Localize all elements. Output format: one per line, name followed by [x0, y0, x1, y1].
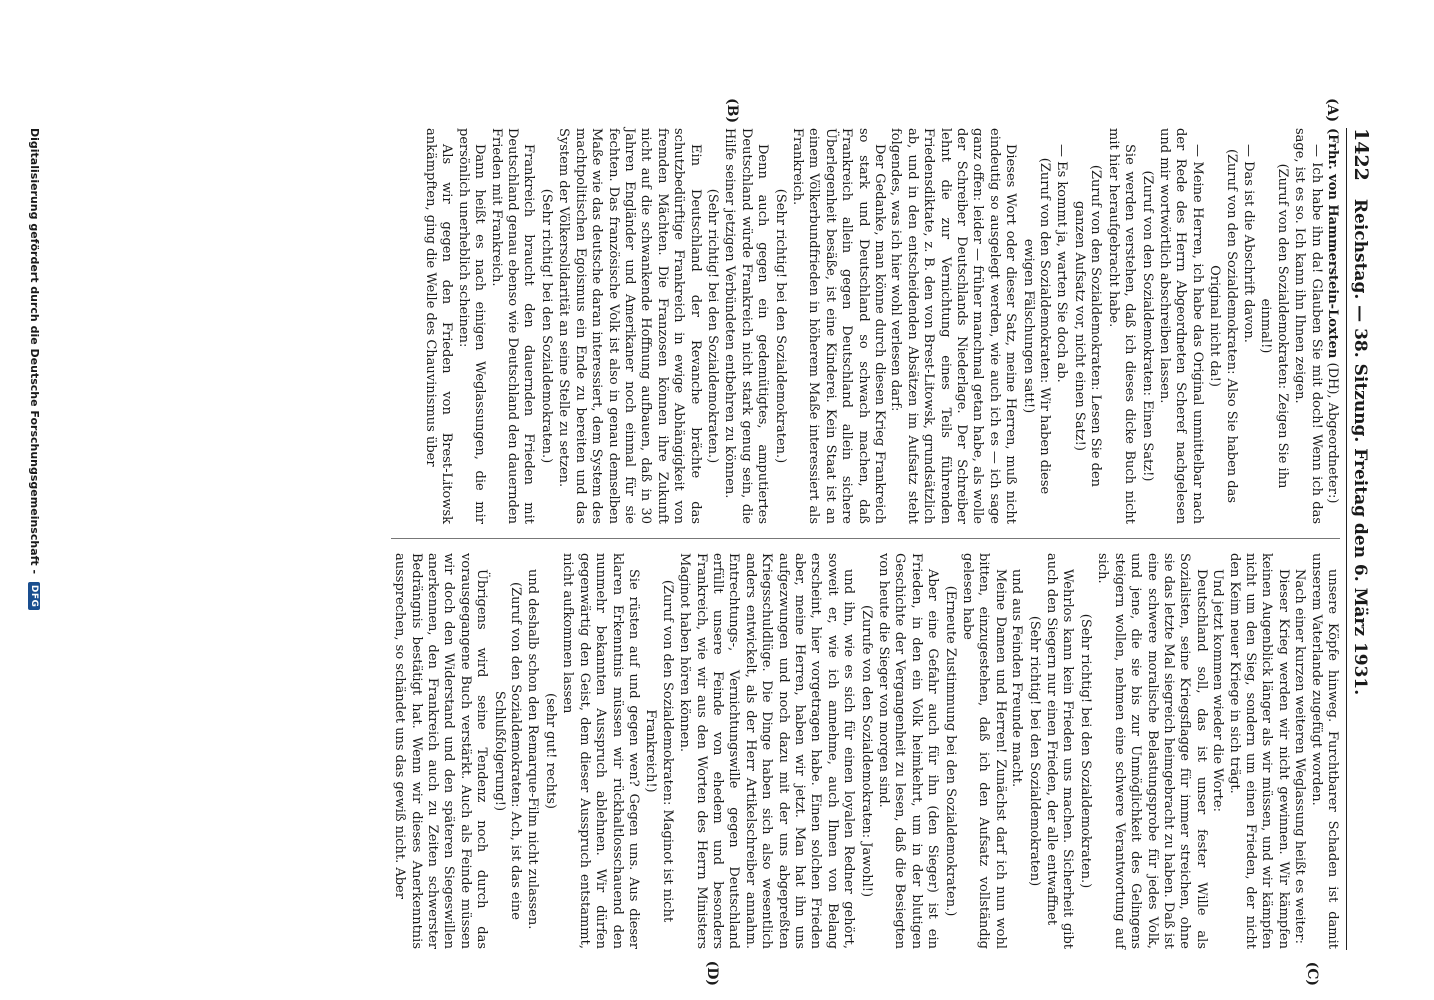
footer-text: Digitalisierung gefördert durch die Deutsche Forschungsgemeinschaft -: [28, 128, 41, 575]
paragraph-text: und deshalb schon den Remarque-Film nicht zulassen.: [525, 569, 541, 930]
paragraph: [1291, 128, 1324, 524]
paragraph-text: (Sehr richtig! bei den Sozialdemokraten.): [538, 188, 554, 464]
paragraph-text: (Sehr richtig! bei den Sozialdemokraten.): [704, 188, 720, 464]
paragraph-text: (Sehr richtig! bei den Sozialdemokraten.): [1077, 613, 1093, 889]
paragraph-text: und ihn, wie es sich für einen loyalen Redner gehört, soweit er, wie ich annehme, auch Ihnen von Belang erscheint, hier vorgetragen habe. Einen solchen Frieden aber, meine Herren, haben wir jetzt. Man hat ihn uns aufgezwungen und noch dazu mit der uns abgepreßten Kriegsschuldlüge. Die Dinge haben sich also wesentlich anders entwickelt, als der Herr Artikelschreiber annahm. Entrechtungs-, Vernichtungswille gegen Deutschland erfüllt unsere Feinde von ehedem und besonders Frankreich, wie wir aus den Worten des Herrn Ministers Maginot haben hören können.: [677, 553, 857, 949]
text-columns: [391, 98, 1340, 986]
paragraph-text: (Sehr richtig! bei den Sozialdemokraten.): [772, 188, 788, 464]
paragraph: [1053, 128, 1069, 524]
paragraph: [555, 128, 703, 524]
left-column: [391, 128, 1340, 524]
stage-direction: [1206, 128, 1239, 524]
paragraph: [887, 128, 1018, 524]
paragraph-text: (Zuruf von den Sozialdemokraten: Maginot ist nicht Frankreich!): [643, 579, 675, 923]
paragraph-text: Dieses Wort oder dieser Satz, meine Herren, muß nicht eindeutig so ausgelegt werden, wie auch ich es — ich sage ganz offen: leider — früher manchmal getan habe, als wolle der Schreiber Deutschlands Niederlage. Der Schreiber lehnt die zur Vernichtung eines Teils führenden Friedensdiktate, z. B. den von Brest-Litowsk, grundsätzlich ab, und in den entscheidenden Absätzen im Aufsatz steht folgendes, was ich hier wohl verlesen darf:: [888, 128, 1019, 524]
right-column: [391, 553, 1340, 949]
paragraph-text: (Zuruf von den Sozialdemokraten: Einen Satz!): [1139, 170, 1155, 482]
stage-direction: [642, 553, 675, 949]
stage-direction: [1077, 553, 1093, 949]
margin-marker-a: (A): [1324, 98, 1340, 123]
paragraph-text: Sie werden verstehen, daß ich dieses dicke Buch nicht mit hier heraufgebracht habe.: [1105, 128, 1138, 524]
stage-direction: [704, 128, 720, 524]
paragraph-text: Deutschland soll, das ist unser fester Wille als Sozialisten, seine Kriegsflagge für immer streichen, ohne sie das letzte Mal siegreich heimgebracht zu haben. Daß ist eine schwere moralische Belastungsprobe für jedes Volk, und jene, die sie bis zur Unmöglichkeit des Gelingens steigern wollen, nehmen eine schwere Verantwortung auf sich.: [1095, 553, 1209, 949]
paragraph-text: (Sehr richtig! bei den Sozialdemokraten): [1026, 615, 1042, 887]
speaker-name: (Frhr. von Hammerstein-Loxten: [1325, 128, 1340, 359]
paragraph: [959, 553, 1008, 949]
paragraph-text: — Ich habe ihn da! Glauben Sie mit doch! Wenn ich das sage, ist es so. Ich kann ihn Ihnen zeigen.: [1292, 128, 1324, 524]
paragraph: [875, 553, 941, 949]
paragraph: [1209, 553, 1225, 949]
paragraph-text: Der Gedanke, man könne durch diesen Krieg Frankreich so stark und Deutschland so schwach machen, daß Frankreich allein gegen Deutschland allein sichere Überlegenheit besäße, ist eine Kinderei. Kein Staat ist an einem Völkerbundfrieden in höherem Maße interessiert als Frankreich.: [790, 128, 888, 524]
stage-direction: [1019, 128, 1052, 524]
paragraph: [1008, 553, 1024, 949]
paragraph: [1307, 553, 1340, 949]
paragraph: [789, 128, 887, 524]
paragraph-text: Dann heißt es nach einigen Weglassungen, die mir persönlich unerheblich scheinen:: [455, 128, 488, 524]
paragraph-text: (Erneute Zustimmung bei den Sozialdemokraten.): [942, 585, 958, 917]
paragraph: [1225, 553, 1291, 949]
paragraph: [487, 128, 536, 524]
paragraph-text: Und jetzt kommen wieder die Worte:: [1210, 569, 1226, 812]
paragraph: [422, 128, 455, 524]
stage-direction: [1257, 128, 1290, 524]
paragraph-text: — Das ist die Abschrift davon.: [1240, 144, 1256, 343]
paragraph: [524, 553, 540, 949]
stage-direction: [1071, 128, 1104, 524]
paragraph-text: Aber eine Gefahr auch für ihn (den Sieger) ist ein Frieden, in den ein Volk heimkehrt, um in der blutigen Geschichte der Vergangenheit zu lesen, daß die Besiegten von heute die Sieger von morgen sind.: [876, 553, 941, 949]
paragraph-text: Ein Deutschland der Revanche brächte das schutzbedürftige Frankreich in ewige Abhängigkeit von fremden Mächten. Die Franzosen können ihre Zukunft nicht auf die schwankende Hoffnung aufbauen, daß in 30 Jahren Engländer und Amerikaner noch einmal für sie fechten. Das französische Volk ist also in genau demselben Maße wie das deutsche daran interessiert, dem System des machtpolitischen Egoismus ein Ende zu bereiten und das System der Völkersolidarität an seine Stelle zu setzen.: [556, 128, 703, 524]
paragraph-text: Frankreich braucht den dauernden Frieden mit Deutschland genau ebenso wie Deutschland den dauernden Frieden mit Frankreich.: [488, 128, 537, 524]
margin-marker-b: (B): [724, 98, 740, 124]
page-number: 1422: [1350, 128, 1372, 181]
paragraph-text: — Meine Herren, ich habe das Original unmittelbar nach der Rede des Herrn Abgeordneten Scheref nachgelesen und mir wortwörtlich abschreiben lassen.: [1156, 128, 1205, 524]
column-divider: [391, 538, 1340, 539]
paragraph-text: Nach einer kurzen weiteren Weglassung heißt es weiter:: [1292, 569, 1308, 945]
stage-direction: [538, 128, 554, 524]
paragraph-text: (Zuruf von den Sozialdemokraten: Ach, ist das eine Schlußfolgerung!): [491, 582, 524, 920]
page-title: Reichstag. — 38. Sitzung. Freitag den 6. März 1931.: [1350, 198, 1370, 696]
stage-direction: [1025, 553, 1041, 949]
dfg-logo-icon: DFG: [28, 582, 40, 611]
digitization-footer: [28, 128, 41, 610]
margin-marker-c: (C): [1304, 961, 1320, 986]
margin-marker-d: (D): [704, 960, 720, 986]
paragraph: [676, 553, 856, 949]
paragraph-text: Denn auch gegen ein gedemütigtes, amputiertes Deutschland würde Frankreich nicht stark genug sein, die Hilfe seiner jetzigen Verbündeten entbehren zu können.: [722, 128, 771, 524]
paragraph: [1291, 553, 1307, 949]
paragraph: [391, 553, 489, 949]
paragraph: [559, 553, 641, 949]
paragraph-text: Dieser Krieg werden wir nicht gewinnen. Wir kämpfen keinen Augenblick länger als wir müssen, und wir kämpfen nicht um den Sieg, sondern um einen Frieden, der nicht den Keim neuer Kriege in sich trägt.: [1226, 553, 1291, 949]
paragraph-text: unsere Köpfe hinweg. Furchtbarer Schaden ist damit unserem Vaterlande zugefügt worden.: [1308, 553, 1340, 949]
stage-direction: [857, 553, 873, 949]
paragraph-text: (DH), Abgeordneter:): [1325, 358, 1340, 504]
paragraph-text: — Es kommt ja, warten Sie doch ab.: [1054, 144, 1070, 383]
paragraph-text: und aus Feinden Freunde macht.: [1009, 569, 1025, 788]
stage-direction: [490, 553, 523, 949]
stage-direction: [1138, 128, 1154, 524]
paragraph: [1043, 553, 1076, 949]
paragraph-text: Wehrlos kann kein Frieden uns machen. Sicherheit gibt auch den Siegern nur einen Frieden, der alle entwaffnet: [1044, 553, 1076, 949]
paragraph: [1094, 553, 1209, 949]
paragraph-text: (Zuruf von den Sozialdemokraten: Lesen Sie den ganzen Aufsatz vor, nicht einen Satz!): [1071, 164, 1104, 488]
paragraph-text: (Zuruf von den Sozialdemokraten: Zeigen Sie ihn einmal!): [1258, 163, 1290, 489]
paragraph-text: (Zuruf von den Sozialdemokraten: Also Sie haben das Original nicht da!): [1207, 148, 1239, 504]
stage-direction: [771, 128, 787, 524]
paragraph-text: Sie rüsten auf und gegen wen? Gegen uns. Aus dieser klaren Erkenntnis müssen wir rückhaltlosschauend den nunmehr bekannten Ausspruch ablehnen. Wir dürfen gegenwärtig den Geist, dem dieser Ausspruch entstammt, nicht aufkommen lassen: [560, 553, 641, 949]
paragraph: [1324, 128, 1340, 524]
stage-direction: [542, 553, 558, 949]
paragraph: [721, 128, 770, 524]
paragraph-text: Als wir gegen den Frieden von Brest-Litowsk ankämpften, ging die Welle des Chauvinismus über: [423, 128, 455, 524]
stage-direction: [941, 553, 957, 949]
paragraph: [1104, 128, 1137, 524]
paragraph: [1240, 128, 1256, 524]
paragraph-text: (Zuruf von den Sozialdemokraten: Wir haben diese ewigen Fälschungen satt!): [1020, 157, 1053, 495]
paragraph: [1156, 128, 1205, 524]
running-header: [1346, 128, 1372, 950]
paragraph-text: Meine Damen und Herren! Zunächst darf ich nun wohl bitten, einzugestehen, daß ich den Aufsatz vollständig gelesen habe: [960, 553, 1008, 949]
paragraph-text: (Zurufe von den Sozialdemokraten: Jawohl!): [858, 604, 874, 898]
paragraph-text: Übrigens wird seine Tendenz noch durch das vorausgegangene Buch verstärkt. Auch als Feinde müssen wir doch den Widerstand und den späteren Siegeswillen anerkennen, den Frankreich auch zu Zeiten schwerster Bedrängnis bestätigt hat. Wenn wir dieses Anerkenntnis aussprechen, so schändet uns das gewiß nicht. Aber: [392, 553, 490, 949]
paragraph: [454, 128, 487, 524]
paragraph-text: (sehr gut! rechts): [542, 693, 558, 809]
